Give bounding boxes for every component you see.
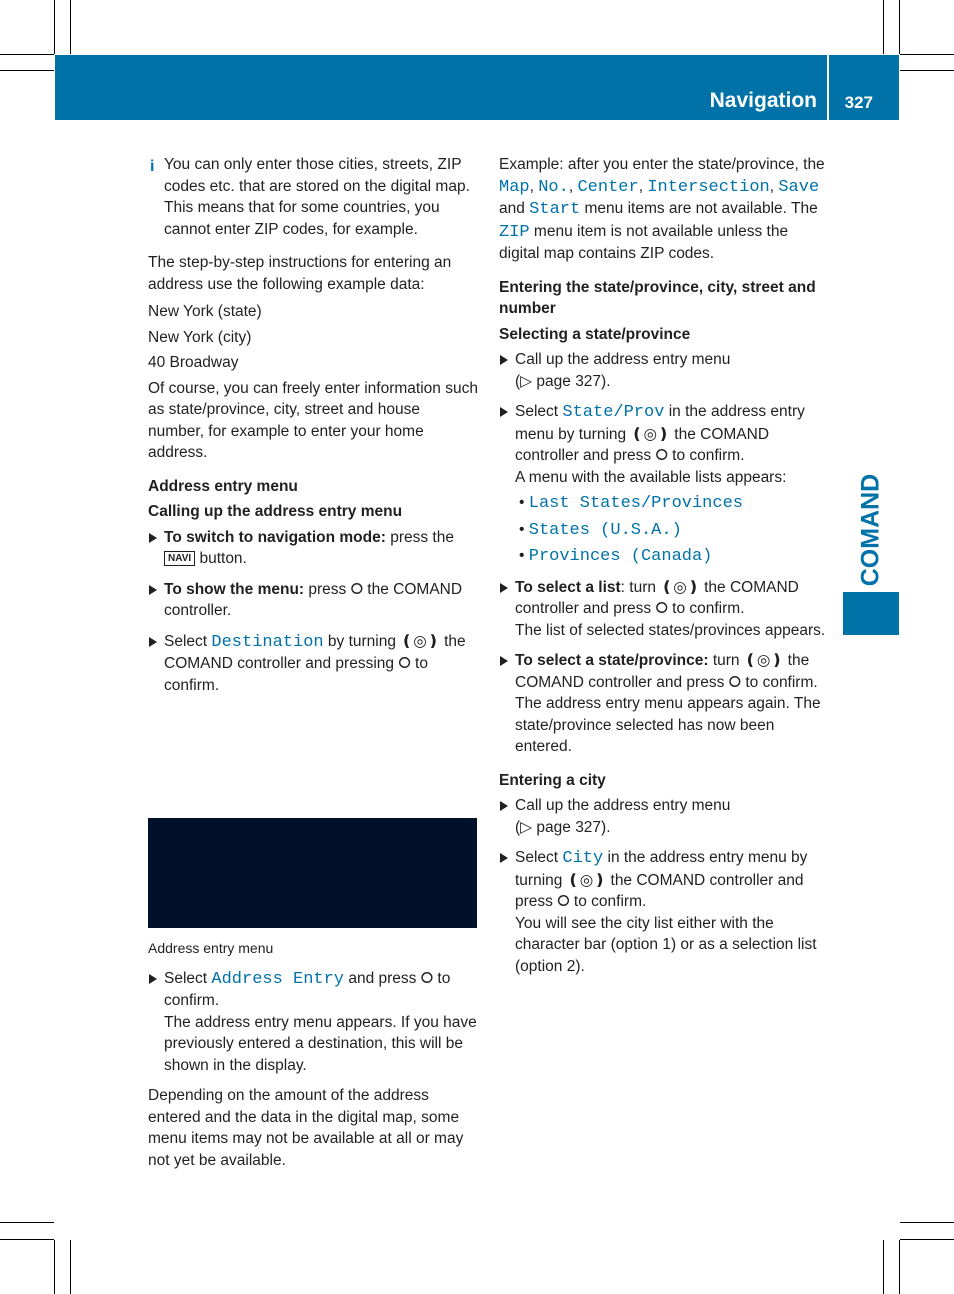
- text: ,: [769, 177, 779, 195]
- list-item: [519, 492, 829, 515]
- controller-press-icon: ⭘: [728, 673, 742, 691]
- text: (: [515, 372, 521, 390]
- info-note-text: You can only enter those cities, streets, ZIP codes etc. that are stored on the digital map. This means that for some countries, you cannot enter ZIP codes, for example.: [164, 156, 470, 238]
- text: menu items are not available. The: [580, 200, 818, 217]
- page-reference-arrow: ▷: [520, 372, 533, 390]
- step-select-city: [499, 847, 829, 977]
- controller-turn-icon: ❪◎❫: [400, 632, 440, 650]
- page-reference: page 327).: [532, 372, 611, 390]
- side-tab-label: COMAND: [856, 473, 885, 587]
- step-text: the COMAND controller and press: [515, 425, 770, 464]
- text: ,: [568, 177, 578, 195]
- step-result: You will see the city list either with the character bar (option 1) or as a selection list (option 2).: [515, 914, 817, 975]
- info-note: [148, 154, 478, 240]
- step-select-list: [499, 577, 829, 642]
- info-icon: i: [150, 158, 155, 175]
- navi-button: NAVI: [164, 551, 195, 566]
- crop-mark: [900, 70, 954, 71]
- step-text: to confirm.: [164, 969, 451, 1009]
- controller-press-icon: ⭘: [655, 447, 668, 464]
- step-text: Select: [515, 849, 563, 866]
- crop-mark: [0, 70, 54, 71]
- step-text: to confirm.: [569, 893, 647, 910]
- example-street: 40 Broadway: [148, 354, 239, 371]
- step-text: Call up the address entry menu: [515, 797, 731, 814]
- step-select-address-entry: [148, 968, 478, 1077]
- step-result: The address entry menu appears again. The state/province selected has now been entered.: [515, 695, 821, 755]
- text: menu item is not available unless the digital map contains ZIP codes.: [499, 222, 789, 262]
- text: Example: after you enter the state/province, the: [499, 156, 825, 173]
- text: and: [499, 200, 530, 217]
- crop-mark: [900, 1222, 954, 1223]
- step-result: A menu with the available lists appears:: [515, 468, 787, 486]
- controller-turn-icon: ❪◎❫: [630, 425, 670, 443]
- bullet: •: [519, 520, 525, 538]
- step-text: button.: [195, 550, 247, 567]
- controller-press-icon: ⭘: [655, 600, 668, 617]
- list-item-label: States (U.S.A.): [528, 520, 682, 540]
- address-entry-screen-image: [148, 818, 477, 928]
- crop-mark: [54, 1240, 55, 1294]
- text: ,: [529, 177, 539, 195]
- step-bold: To switch to navigation mode:: [164, 528, 386, 546]
- step-text: the COMAND controller.: [164, 580, 463, 619]
- menu-item-map: Map: [499, 177, 530, 197]
- step-text: to confirm.: [667, 600, 745, 617]
- step-text: the COMAND controller and press: [515, 578, 799, 617]
- crop-mark: [899, 1240, 900, 1294]
- menu-item-start: Start: [529, 200, 581, 219]
- header-divider: [827, 55, 829, 120]
- heading-selecting-state: Selecting a state/province: [499, 325, 691, 343]
- controller-press-icon: ⭘: [557, 893, 570, 910]
- step-text: Select: [515, 403, 563, 420]
- step-select-destination: [148, 631, 478, 697]
- step-text: Select: [164, 632, 212, 650]
- list-item: [519, 545, 829, 568]
- crop-mark: [70, 0, 71, 54]
- crop-mark: [0, 54, 54, 55]
- bullet: •: [519, 494, 525, 511]
- step-text: : turn: [620, 578, 661, 596]
- crop-mark: [900, 1239, 954, 1240]
- crop-mark: [54, 0, 55, 54]
- controller-press-icon: ⭘: [398, 655, 411, 672]
- step-call-up-menu: [499, 349, 829, 392]
- menu-item-destination: Destination: [211, 632, 324, 652]
- step-text: press: [304, 580, 351, 598]
- page-reference: page 327).: [532, 818, 611, 836]
- example-state: New York (state): [148, 303, 262, 320]
- available-lists: [515, 492, 829, 568]
- controller-turn-icon: ❪◎❫: [743, 652, 784, 669]
- page-header: [55, 55, 899, 120]
- crop-mark: [899, 0, 900, 54]
- intro-paragraph: The step-by-step instructions for entering an address use the following example data:: [148, 254, 452, 293]
- step-text: turn: [708, 652, 744, 669]
- controller-turn-icon: ❪◎❫: [660, 578, 700, 596]
- crop-mark: [900, 54, 954, 55]
- step-text: by turning: [323, 632, 401, 650]
- step-bold: To show the menu:: [164, 580, 305, 598]
- menu-item-address-entry: Address Entry: [211, 969, 345, 989]
- heading-entering-city: Entering a city: [499, 771, 606, 789]
- example-city: New York (city): [148, 328, 252, 346]
- step-text: in the address entry menu by turning: [515, 849, 808, 889]
- step-text: to confirm.: [667, 447, 745, 464]
- step-text: the COMAND controller and press: [515, 652, 810, 691]
- menu-item-stateprov: State/Prov: [562, 403, 665, 422]
- controller-press-icon: ⭘: [420, 969, 434, 987]
- menu-item-save: Save: [778, 177, 820, 197]
- step-text: the COMAND controller and press: [515, 871, 804, 910]
- menu-item-city: City: [562, 849, 604, 868]
- step-select-stateprov: [499, 401, 829, 568]
- section-title: Navigation: [709, 89, 817, 112]
- step-navigation-mode: [148, 527, 478, 570]
- menu-item-intersection: Intersection: [647, 177, 770, 197]
- heading-entering: Entering the state/province, city, street and number: [499, 278, 816, 317]
- crop-mark: [883, 1240, 884, 1294]
- example-paragraph: [499, 154, 829, 265]
- left-column: [148, 154, 478, 1177]
- menu-item-center: Center: [577, 177, 639, 197]
- step-select-state: [499, 650, 829, 758]
- step-text: press the: [385, 528, 454, 546]
- step-bold: To select a list: [515, 578, 621, 596]
- step-text: to confirm.: [741, 673, 818, 691]
- list-item-label: Last States/Provinces: [528, 494, 743, 513]
- step-call-up-menu-city: [499, 795, 829, 838]
- crop-mark: [70, 1240, 71, 1294]
- step-show-menu: [148, 579, 478, 622]
- freely-paragraph: Of course, you can freely enter information such as state/province, city, street and house number, for example to enter your home address.: [148, 379, 478, 461]
- step-text: and press: [344, 969, 421, 987]
- depending-paragraph: Depending on the amount of the address entered and the data in the digital map, some menu items may not be available at all or may not yet be available.: [148, 1087, 464, 1169]
- step-text: Call up the address entry menu: [515, 351, 731, 368]
- bullet: •: [519, 547, 525, 564]
- step-result: The address entry menu appears. If you have previously entered a destination, this will be shown in the display.: [164, 1013, 477, 1074]
- side-tab: [843, 592, 899, 635]
- list-item: [519, 519, 829, 542]
- page-number: 327: [844, 93, 873, 112]
- page-reference-arrow: ▷: [520, 818, 533, 836]
- controller-press-icon: ⭘: [350, 580, 363, 598]
- crop-mark: [883, 0, 884, 54]
- step-text: Select: [164, 969, 212, 987]
- list-item-label: Provinces (Canada): [528, 547, 713, 566]
- step-text: the COMAND controller and pressing: [164, 632, 466, 672]
- controller-turn-icon: ❪◎❫: [566, 871, 607, 889]
- menu-item-zip: ZIP: [499, 222, 530, 242]
- image-caption: Address entry menu: [148, 940, 274, 956]
- heading-address-entry-menu: Address entry menu: [148, 477, 298, 495]
- step-bold: To select a state/province:: [515, 652, 709, 669]
- text: ,: [638, 177, 648, 195]
- crop-mark: [0, 1222, 54, 1223]
- step-text: to confirm.: [164, 655, 428, 694]
- text: (: [515, 818, 521, 836]
- step-text: in the address entry menu by turning: [515, 403, 805, 443]
- right-column: [499, 154, 829, 986]
- menu-item-no: No.: [538, 177, 569, 197]
- example-data: [148, 301, 478, 374]
- step-result: The list of selected states/provinces appears.: [515, 621, 826, 639]
- heading-calling-up: Calling up the address entry menu: [148, 503, 403, 520]
- crop-mark: [0, 1239, 54, 1240]
